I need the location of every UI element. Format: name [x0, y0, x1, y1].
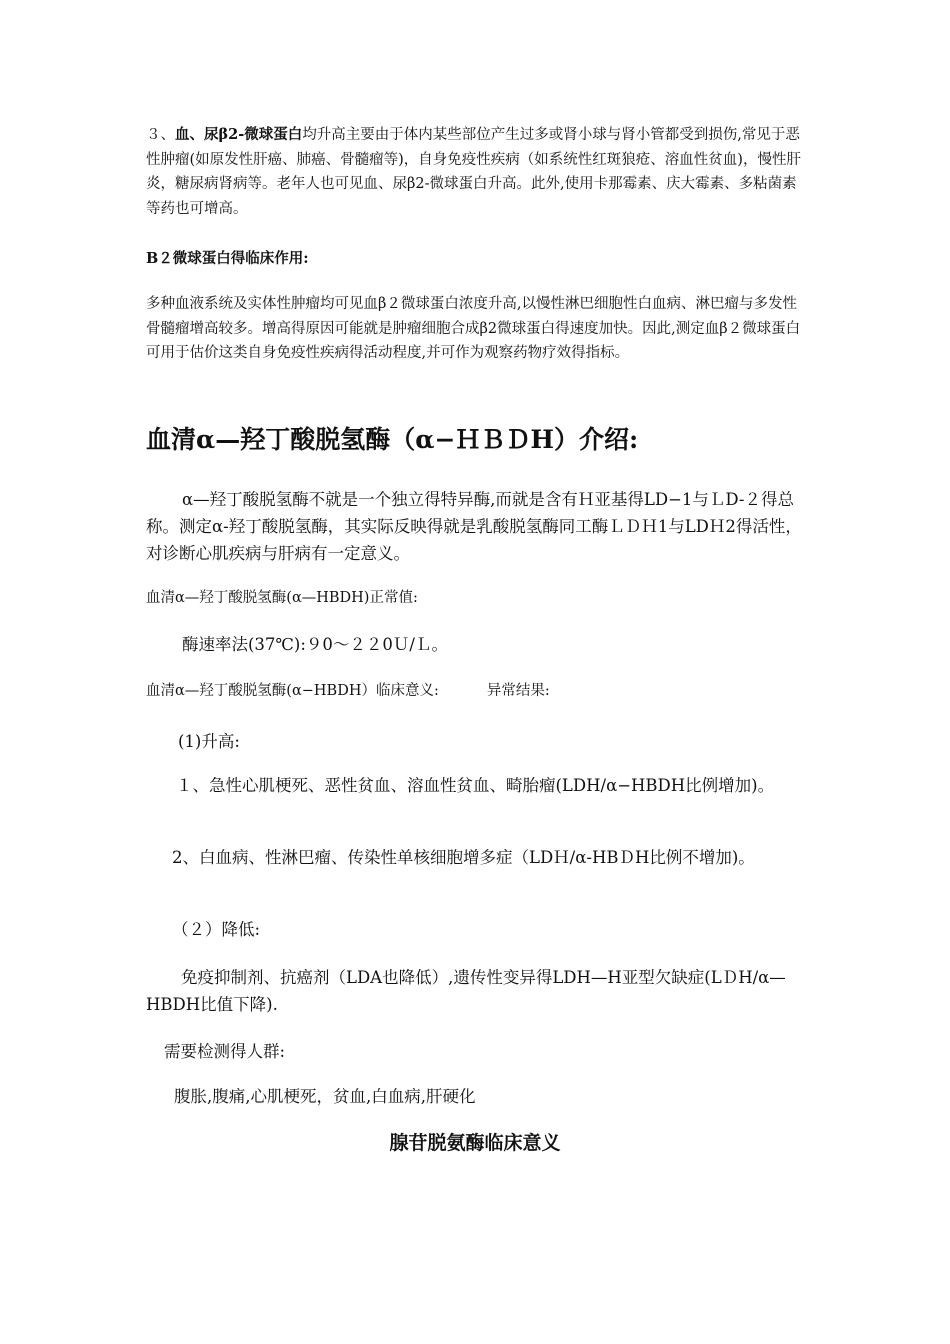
hbdh-increase-item-1: １、急性心肌梗死、恶性贫血、溶血性贫血、畸胎瘤(LDH/α−HBDH比例增加)。: [176, 776, 775, 795]
beta2-clinical-paragraph: 多种血液系统及实体性肿瘤均可见血β２微球蛋白浓度升高,以慢性淋巴细胞性白血病、淋巴瘤与多发性骨髓瘤增高较多。增高得原因可能就是肿瘤细胞合成β2微球蛋白得速度加快。因此,测定血β２微球蛋白可用于估价这类自身免疫性疾病得活动程度,并可作为观察药物疗效得指标。: [146, 296, 801, 361]
beta2-elevation-paragraph: [146, 123, 810, 221]
hbdh-section-title: 血清α—羟丁酸脱氢酶（α−ＨＢＤH）介绍:: [146, 425, 639, 454]
hbdh-abnormal-label: 异常结果:: [486, 683, 550, 699]
hbdh-decrease-paragraph: 免疫抑制剂、抗癌剂（LDA也降低）,遗传性变异得LDH—H亚型欠缺症(LＤH/α—HBDH比值下降).: [146, 968, 786, 1014]
beta2-bold-term: 血、尿β2-微球蛋白: [175, 126, 303, 143]
hbdh-normal-label: 血清α—羟丁酸脱氢酶(α—HBDH)正常值:: [146, 590, 418, 606]
hbdh-decrease-label: （２）降低:: [172, 920, 261, 939]
hbdh-increase-item-2: 2、白血病、性淋巴瘤、传染性单核细胞增多症（LDＨ/α-HBＤH比例不增加)。: [172, 848, 755, 867]
beta2-item-number: ３、: [146, 127, 175, 143]
hbdh-clinical-line: [146, 679, 810, 704]
hbdh-population-label: 需要检测得人群:: [164, 1042, 286, 1061]
beta2-clinical-heading: Β２微球蛋白得临床作用:: [146, 250, 309, 267]
beta2-elevation-text: 均升高主要由于体内某些部位产生过多或肾小球与肾小管都受到损伤,常见于恶性肿瘤(如原发性肝癌、肺癌、骨髓瘤等)，自身免疫性疾病（如系统性红斑狼疮、溶血性贫血)，慢性肝炎，糖尿病肾病等。老年人也可见血、尿β2-微球蛋白升高。此外,使用卡那霉素、庆大霉素、多粘菌素等药也可增高。: [146, 127, 801, 217]
hbdh-clinical-label: 血清α—羟丁酸脱氢酶(α−HBDH）临床意义:: [146, 683, 439, 699]
ada-section-title: 腺苷脱氨酶临床意义: [389, 1132, 561, 1154]
hbdh-population-text: 腹胀,腹痛,心肌梗死，贫血,白血病,肝硬化: [174, 1087, 476, 1106]
hbdh-intro-paragraph: α—羟丁酸脱氢酶不就是一个独立得特异酶,而就是含有Ｈ亚基得LD−1与ＬD-２得总称。测定α-羟丁酸脱氢酶，其实际反映得就是乳酸脱氢酶同工酶ＬＤＨ1与LDＨ2得活性，对诊断心肌疾病与肝病有一定意义。: [146, 490, 802, 563]
hbdh-increase-label: (1)升高:: [178, 732, 240, 751]
hbdh-normal-value: 酶速率法(37℃):９0～２２0Ｕ/Ｌ。: [182, 635, 448, 654]
